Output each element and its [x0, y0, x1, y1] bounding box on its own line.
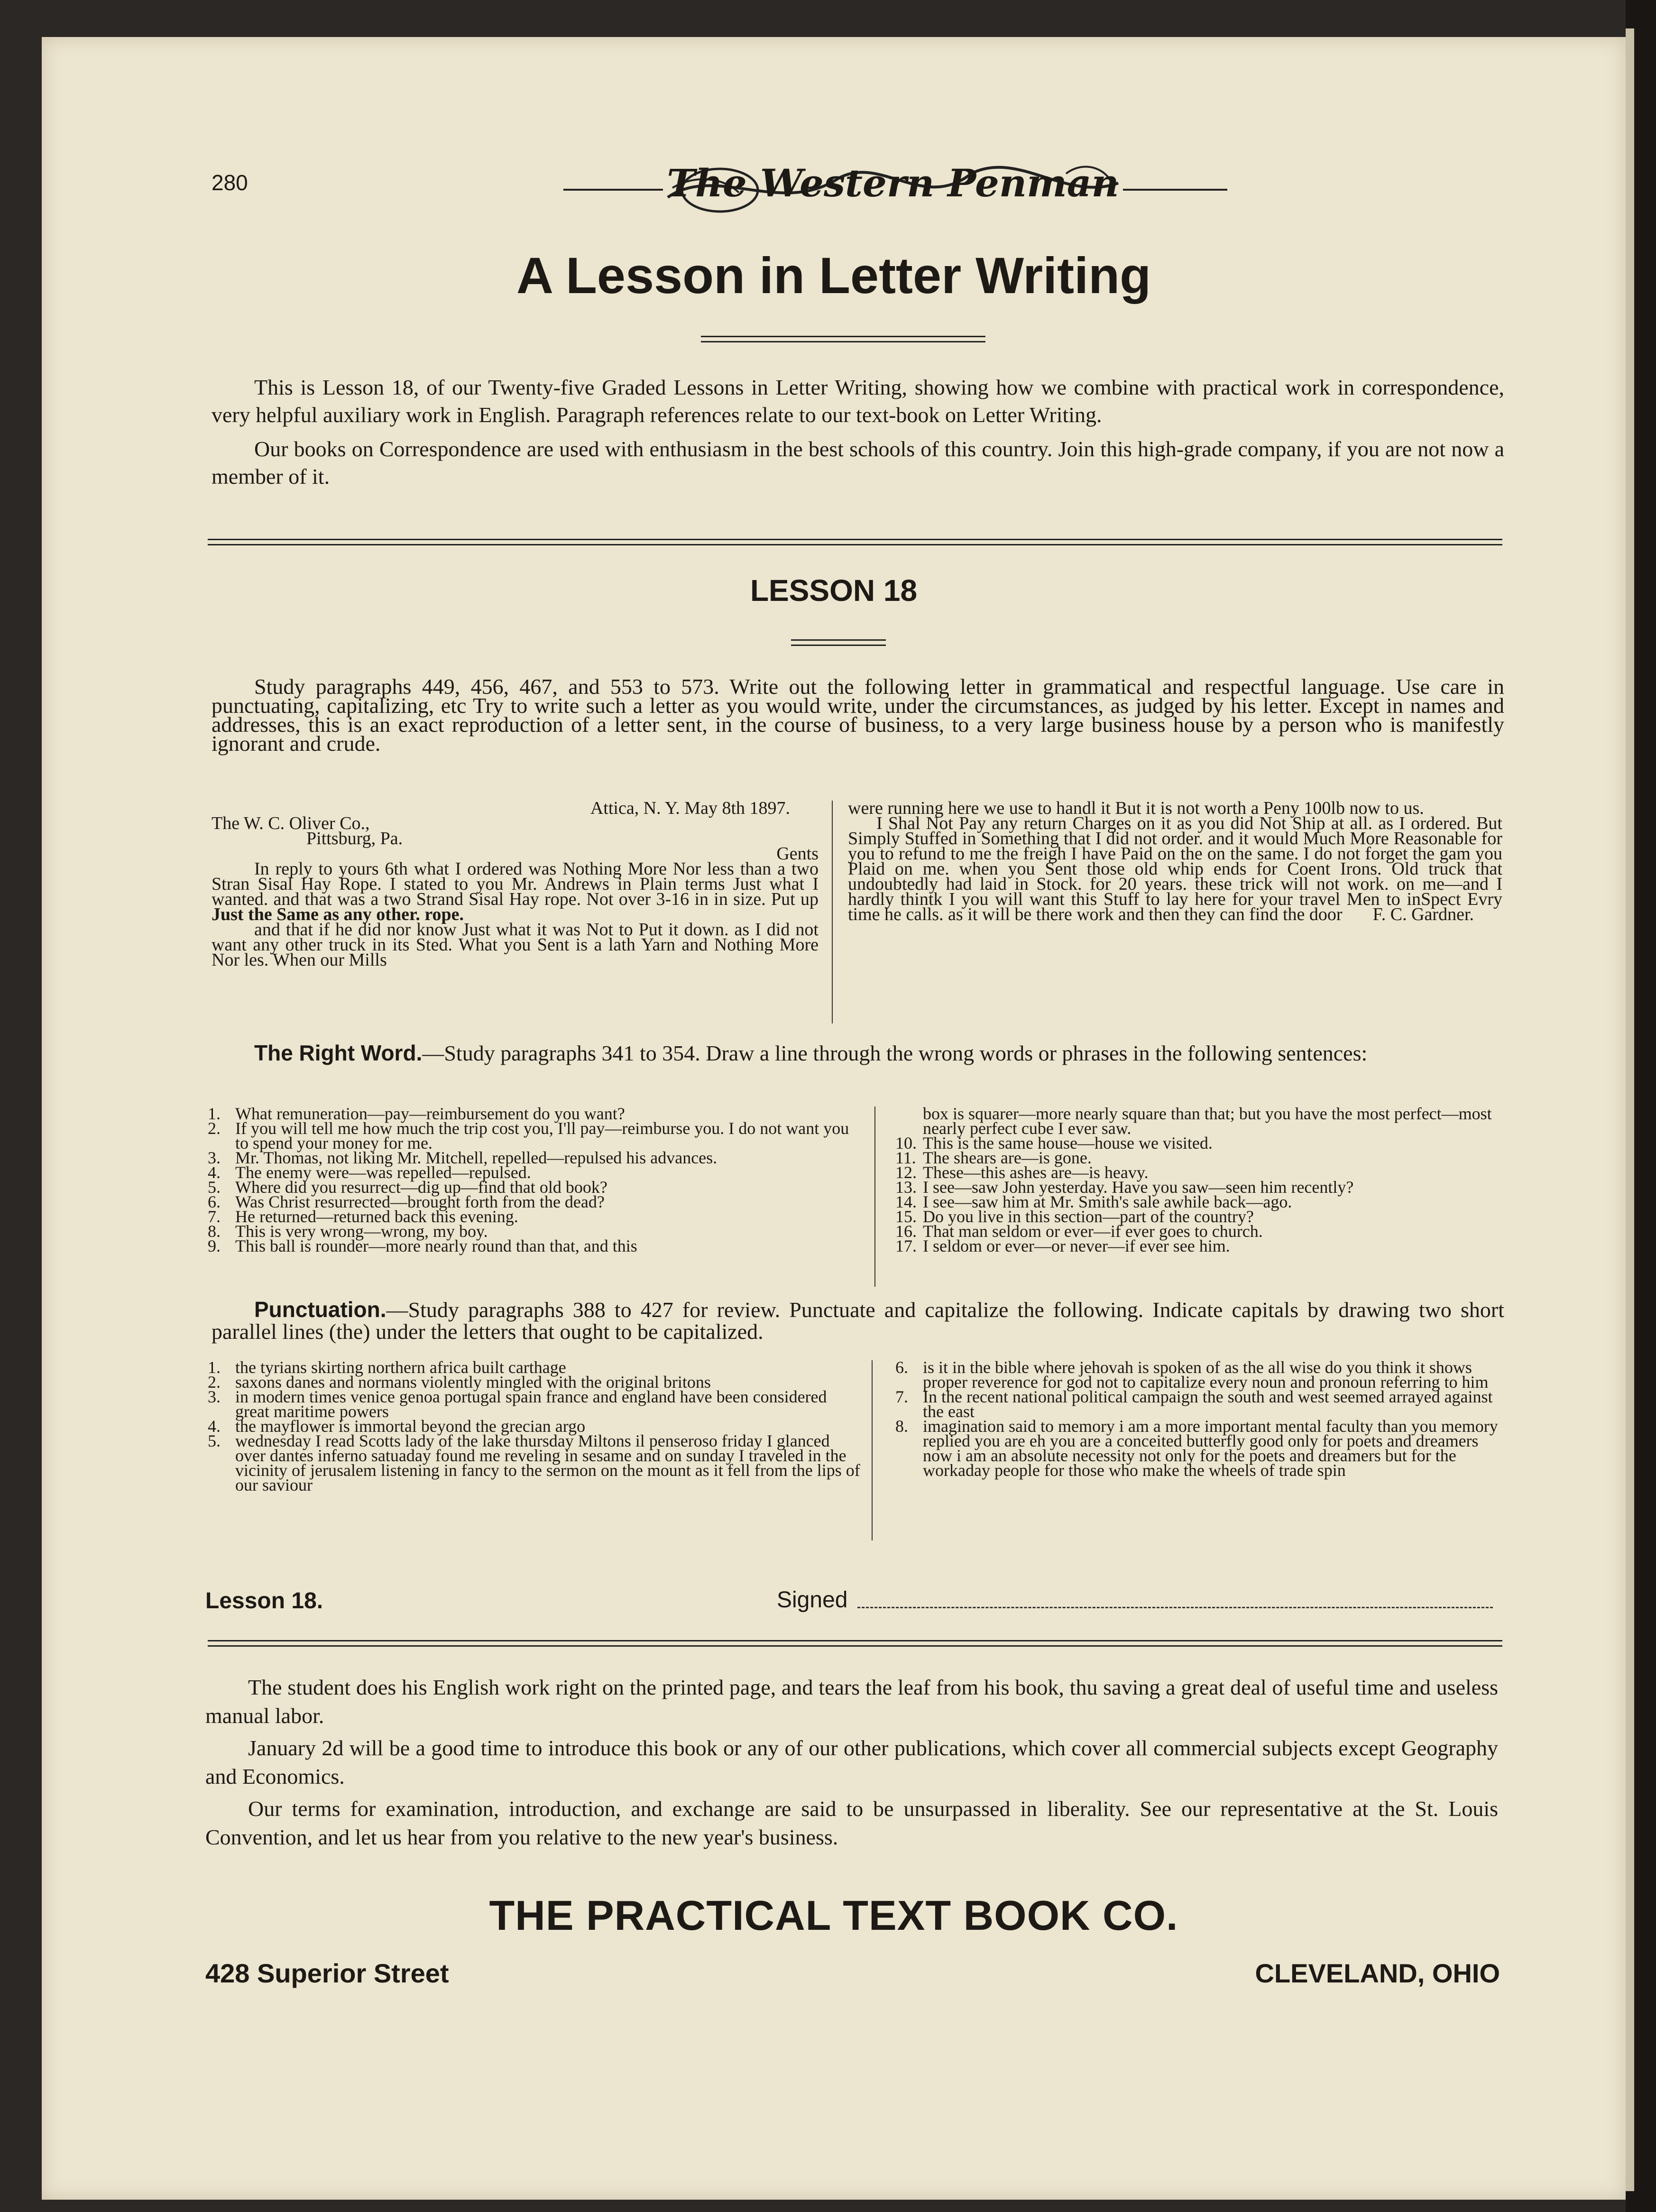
punctuation-item [895, 1360, 1502, 1390]
masthead-flourish-icon [658, 145, 1128, 221]
right-word-item-number: 13. [895, 1178, 917, 1197]
right-word-item-number: 10. [895, 1134, 917, 1152]
instructions-text: Study paragraphs 449, 456, 467, and 553 to 573. Write out the following letter in grammatical and respectful language. Use care in punctuating, capitalizing, etc Try to write such a letter as you would write, under the circumstances, as judged by his letter. Except in names and addresses, this is an exact reproduction of a letter sent, in the course of business, to a very large business house by a person who is manifestly ignorant and crude. [212, 674, 1504, 756]
right-word-item-number: 1. [208, 1104, 221, 1123]
right-word-item-text: Mr. Thomas, not liking Mr. Mitchell, repelled—repulsed his advances. [235, 1148, 718, 1167]
punctuation-item [208, 1387, 862, 1421]
right-word-item [208, 1236, 862, 1255]
punctuation-item-text: the tyrians skirting northern africa built carthage [235, 1358, 566, 1377]
punctuation-item-number: 8. [895, 1417, 908, 1436]
right-word-item [895, 1106, 1502, 1136]
right-word-item-number: 6. [208, 1192, 221, 1211]
punctuation-heading: Punctuation. [254, 1297, 386, 1322]
punctuation-list-right [895, 1360, 1502, 1478]
right-word-item-text: If you will tell me how much the trip cost you, I'll pay—reimburse you. I do not want you to spend your money for me. [235, 1119, 849, 1152]
right-word-item-text: He returned—returned back this evening. [235, 1207, 518, 1226]
right-word-list-right [895, 1106, 1502, 1253]
right-word-item-text: The enemy were—was repelled—repulsed. [235, 1163, 531, 1182]
right-word-item [895, 1236, 1502, 1255]
signature-line[interactable] [857, 1607, 1493, 1608]
punctuation-list-left [208, 1360, 862, 1493]
page-edge [1626, 0, 1656, 2212]
right-word-item-number: 3. [208, 1148, 221, 1167]
punctuation-item-text: in modern times venice genoa portugal spain france and england have been considered great maritime powers [235, 1387, 827, 1421]
right-word-item-text: The shears are—is gone. [923, 1148, 1092, 1167]
right-word-item-number: 14. [895, 1192, 917, 1211]
punctuation-column-divider [872, 1360, 873, 1540]
punctuation-item-text: the mayflower is immortal beyond the grecian argo [235, 1417, 586, 1436]
right-word-item-text: This is very wrong—wrong, my boy. [235, 1222, 488, 1241]
section-divider-bottom [208, 1640, 1502, 1647]
right-word-item-number: 5. [208, 1178, 221, 1197]
right-word-item-text: Do you live in this section—part of the country? [923, 1207, 1254, 1226]
masthead-logo [658, 145, 1128, 221]
right-word-item-text: Was Christ resurrected—brought forth from the dead? [235, 1192, 605, 1211]
lesson-heading: LESSON 18 [750, 573, 918, 608]
masthead-rule-left [563, 189, 663, 191]
lesson-underline [791, 639, 886, 646]
punctuation-item-text: is it in the bible where jehovah is spoken of as the all wise do you think it shows proper reverence for god not to capitalize every noun and pronoun referring to him [923, 1358, 1489, 1392]
page-title: A Lesson in Letter Writing [516, 247, 1151, 304]
footer-paragraph-2: January 2d will be a good time to introduce this book or any of our other publications, which cover all commercial subjects except Geography and Economics. [205, 1736, 1498, 1788]
right-word-column-divider [874, 1106, 875, 1287]
letter-left-bold: Just the Same as any other. rope. [212, 904, 464, 924]
right-word-item-text: This ball is rounder—more nearly round than that, and this [235, 1236, 637, 1255]
punctuation-item-text: imagination said to memory i am a more important mental faculty than you memory replied you are eh you are a conceited butterfly good only for poets and dreamers now i am an absolute necessity not only for the poets and dreamers but for the workaday people for those who make the wheels of trade spin [923, 1417, 1498, 1480]
svg-text:The Western Penman: The Western Penman [667, 161, 1119, 205]
footer-paragraph-3: Our terms for examination, introduction, and exchange are said to be unsurpassed in liberality. See our representative at the St. Louis Convention, and let us hear from you relative to the new year's business. [205, 1797, 1498, 1849]
letter-left-body-2: and that if he did nor know Just what it was Not to Put it down. as I did not want any other truck in its Sted. What you Sent is a lath Yarn and Nothing More Nor les. When our Mills [212, 920, 819, 970]
punctuation-item-number: 2. [208, 1373, 221, 1392]
right-word-item-text: That man seldom or ever—if ever goes to church. [923, 1222, 1263, 1241]
right-word-item-number [895, 1106, 923, 1136]
right-word-item-number: 4. [208, 1163, 221, 1182]
right-word-item-text: I seldom or ever—or never—if ever see him. [923, 1236, 1230, 1255]
section-divider-top [208, 539, 1502, 545]
letter-city: Pittsburg, Pa. [306, 829, 403, 848]
letter-left-column [212, 798, 819, 970]
right-word-item-text: What remuneration—pay—reimbursement do you want? [235, 1104, 625, 1123]
punctuation-item-text: wednesday I read Scotts lady of the lake thursday Miltons il penseroso friday I glanced over dantes inferno satuaday found me reveling in sesame and on sunday I traveled in the vicinity of jerusalem listening in fancy to the sermon on the mount as it fell from the lips of our saviour [235, 1431, 860, 1494]
intro-block [212, 374, 1504, 497]
intro-paragraph-1: This is Lesson 18, of our Twenty-five Graded Lessons in Letter Writing, showing how we combine with practical work in correspondence, very helpful auxiliary work in English. Paragraph references relate to our text-book on Letter Writing. [212, 375, 1504, 427]
right-word-item-text: These—this ashes are—is heavy. [923, 1163, 1149, 1182]
title-underline [701, 336, 985, 342]
punctuation-item-number: 7. [895, 1387, 908, 1406]
punctuation-item-text: In the recent national political campaign the south and west seemed arrayed against the east [923, 1387, 1493, 1421]
right-word-item-text: box is squarer—more nearly square than that; but you have the most perfect—most nearly perfect cube I ever saw. [923, 1104, 1492, 1138]
footer-paragraph-1: The student does his English work right on the printed page, and tears the leaf from his book, thu saving a great deal of useful time and useless manual labor. [205, 1675, 1498, 1728]
publisher-name: THE PRACTICAL TEXT BOOK CO. [489, 1892, 1178, 1939]
right-word-intro [212, 1042, 1504, 1064]
right-word-item-number: 2. [208, 1119, 221, 1138]
publisher-city: CLEVELAND, OHIO [1255, 1958, 1500, 1988]
punctuation-item [208, 1431, 862, 1494]
letter-left-body: In reply to yours 6th what I ordered was Nothing More Nor less than a two Stran Sisal Hay Rope. I stated to you Mr. Andrews in Plain terms Just what I wanted. and that was a two Strand Sisal Hay rope. Not over 3-16 in in size. Put up [212, 859, 819, 909]
right-word-item-number: 16. [895, 1222, 917, 1241]
signed-label: Signed [777, 1587, 848, 1613]
punctuation-item-number: 1. [208, 1358, 221, 1377]
right-word-item-text: This is the same house—house we visited. [923, 1134, 1213, 1152]
letter-addressee: The W. C. Oliver Co., [212, 813, 370, 833]
page-sheet [42, 37, 1626, 2200]
right-word-item-number: 11. [895, 1148, 916, 1167]
right-word-item-number: 12. [895, 1163, 917, 1182]
punctuation-item-number: 5. [208, 1431, 221, 1450]
punctuation-item-number: 4. [208, 1417, 221, 1436]
punctuation-item-number: 3. [208, 1387, 221, 1406]
intro-paragraph-2: Our books on Correspondence are used with enthusiasm in the best schools of this country. Join this high-grade company, if you are not now a member of it. [212, 437, 1504, 488]
next-page-edge [1626, 28, 1634, 2191]
right-word-item [208, 1121, 862, 1151]
letter-signature: F. C. Gardner. [1372, 904, 1474, 924]
right-word-item-number: 8. [208, 1222, 221, 1241]
right-word-item-text: I see—saw John yesterday. Have you saw—seen him recently? [923, 1178, 1354, 1197]
page-number: 280 [212, 170, 248, 195]
right-word-item-number: 17. [895, 1236, 917, 1255]
publisher-address: 428 Superior Street [205, 1958, 449, 1988]
lesson-label: Lesson 18. [205, 1588, 323, 1613]
punctuation-item [895, 1387, 1502, 1421]
punctuation-intro [212, 1299, 1504, 1343]
right-word-heading: The Right Word. [254, 1041, 423, 1065]
punctuation-text: —Study paragraphs 388 to 427 for review. Punctuate and capitalize the following. Indicate capitals by drawing two short parallel lines (the) under the letters that ought to be capitalized. [212, 1298, 1504, 1344]
letter-right-body-2: I Shal Not Pay any return Charges on it as you did Not Ship at all. as I ordered. But Simply Stuffed in Something that I did not order. and it would Much More Reasonable for you to refund to me the freigh I have Paid on the on the same. I do not forget the gam you Plaid on me. when you Sent those old whip ends for Coent Irons. Old truck that undoubtedly had laid in Stock. for 20 years. these trick will not work. on me—and I hardly thintk I you will want this Stuff to lay here for your travel Men to inSpect Evry time he calls. as it will be there work and then they can find the door [848, 813, 1502, 924]
letter-right-column [848, 798, 1502, 924]
right-word-item-text: Where did you resurrect—dig up—find that old book? [235, 1178, 607, 1197]
punctuation-item-number: 6. [895, 1358, 908, 1377]
instructions-block [212, 674, 1504, 760]
right-word-text: —Study paragraphs 341 to 354. Draw a line through the wrong words or phrases in the following sentences: [422, 1041, 1368, 1065]
right-word-item-number: 15. [895, 1207, 917, 1226]
letter-dateline: Attica, N. Y. May 8th 1897. [590, 798, 790, 818]
masthead-rule-right [1123, 189, 1227, 191]
letter-salutation: Gents [776, 844, 819, 864]
right-word-item-number: 9. [208, 1236, 221, 1255]
right-word-list-left [208, 1106, 862, 1253]
punctuation-item [895, 1419, 1502, 1478]
right-word-item-number: 7. [208, 1207, 221, 1226]
punctuation-item-text: saxons danes and normans violently mingled with the original britons [235, 1373, 711, 1392]
letter-right-body: were running here we use to handl it But it is not worth a Peny 100lb now to us. [848, 798, 1424, 818]
footer-block [205, 1673, 1498, 1855]
letter-column-divider [832, 801, 833, 1023]
right-word-item-text: I see—saw him at Mr. Smith's sale awhile back—ago. [923, 1192, 1292, 1211]
